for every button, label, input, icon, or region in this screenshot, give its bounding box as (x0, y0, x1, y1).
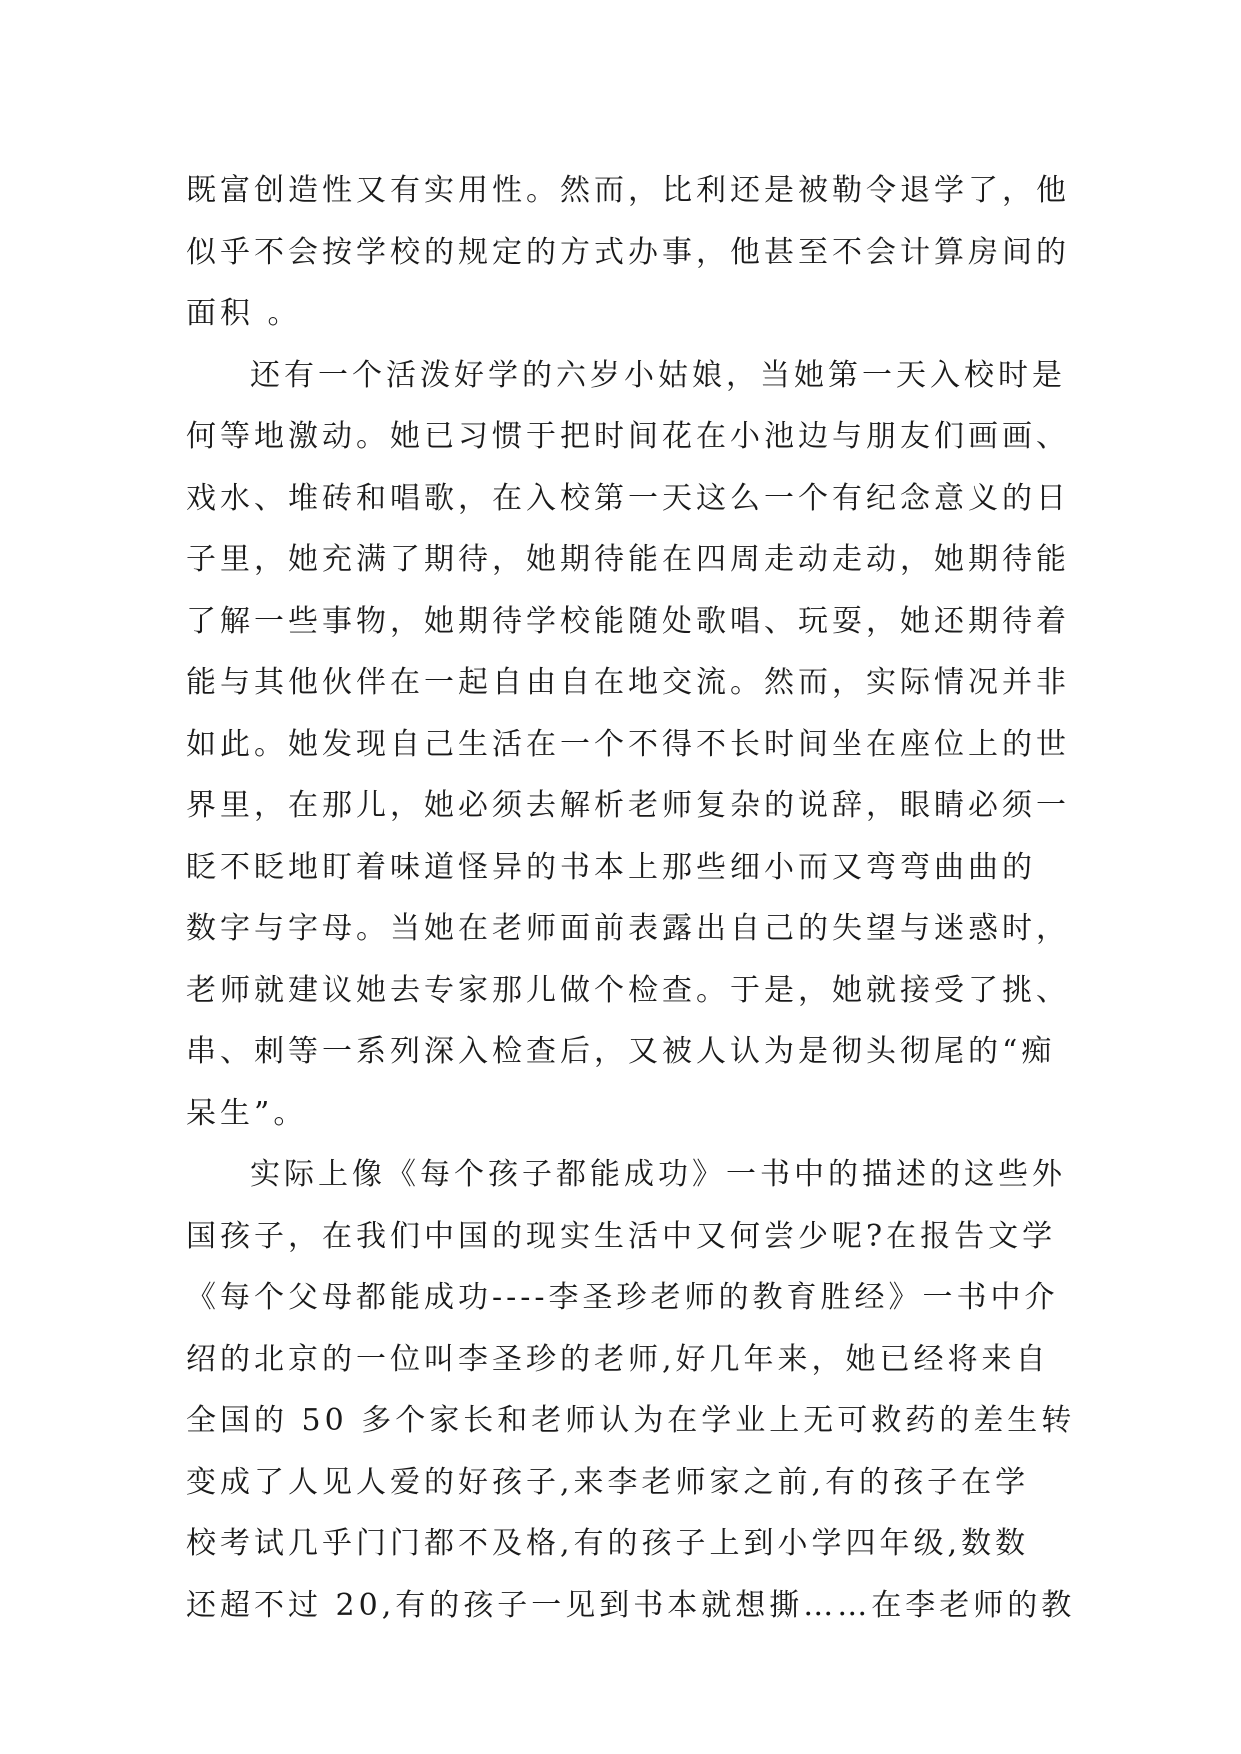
text-line: 校考试几乎门门都不及格,有的孩子上到小学四年级,数数 (186, 1526, 1030, 1561)
text-line: 何等地激动。她已习惯于把时间花在小池边与朋友们画画、 (186, 419, 1070, 454)
document-page (186, 160, 1076, 1636)
text-line: 既富创造性又有实用性。然而，比利还是被勒令退学了，他 (186, 173, 1070, 208)
text-line: 戏水、堆砖和唱歌，在入校第一天这么一个有纪念意义的日 (186, 480, 1070, 516)
text-line: 绍的北京的一位叫李圣珍的老师,好几年来，她已经将来自 (186, 1341, 1050, 1377)
paragraph-1 (186, 160, 1070, 345)
text-line: 子里，她充满了期待，她期待能在四周走动走动，她期待能 (186, 542, 1070, 577)
text-line: 呆生”。 (186, 1095, 308, 1131)
text-line: 了解一些事物，她期待学校能随处歌唱、玩耍，她还期待着 (186, 603, 1070, 639)
text-line: 面积 。 (186, 296, 302, 331)
text-line: 老师就建议她去专家那儿做个检查。于是，她就接受了挑、 (186, 972, 1070, 1008)
paragraph-3 (186, 1144, 1076, 1636)
text-line: 界里，在那儿，她必须去解析老师复杂的说辞，眼睛必须一 (186, 788, 1070, 823)
text-line: 似乎不会按学校的规定的方式办事，他甚至不会计算房间的 (186, 234, 1070, 270)
text-line: 眨不眨地盯着味道怪异的书本上那些细小而又弯弯曲曲的 (186, 849, 1036, 885)
text-line: 能与其他伙伴在一起自由自在地交流。然而，实际情况并非 (186, 665, 1070, 700)
text-line: 如此。她发现自己生活在一个不得不长时间坐在座位上的世 (186, 726, 1070, 762)
text-line: 还超不过 20,有的孩子一见到书本就想撕……在李老师的教 (186, 1587, 1076, 1623)
text-line: 全国的 50 多个家长和老师认为在学业上无可救药的差生转 (186, 1403, 1076, 1438)
text-line: 《每个父母都能成功----李圣珍老师的教育胜经》一书中介 (186, 1280, 1059, 1315)
text-line: 国孩子，在我们中国的现实生活中又何尝少呢?在报告文学 (186, 1218, 1057, 1254)
paragraph-2 (186, 345, 1070, 1145)
text-line: 数字与字母。当她在老师面前表露出自己的失望与迷惑时， (186, 911, 1070, 946)
text-line: 变成了人见人爱的好孩子,来李老师家之前,有的孩子在学 (186, 1464, 1030, 1500)
text-line: 串、刺等一系列深入检查后，又被人认为是彻头彻尾的“痴 (186, 1034, 1056, 1069)
text-line: 还有一个活泼好学的六岁小姑娘，当她第一天入校时是 (250, 357, 1066, 393)
text-line: 实际上像《每个孩子都能成功》一书中的描述的这些外 (250, 1157, 1066, 1192)
